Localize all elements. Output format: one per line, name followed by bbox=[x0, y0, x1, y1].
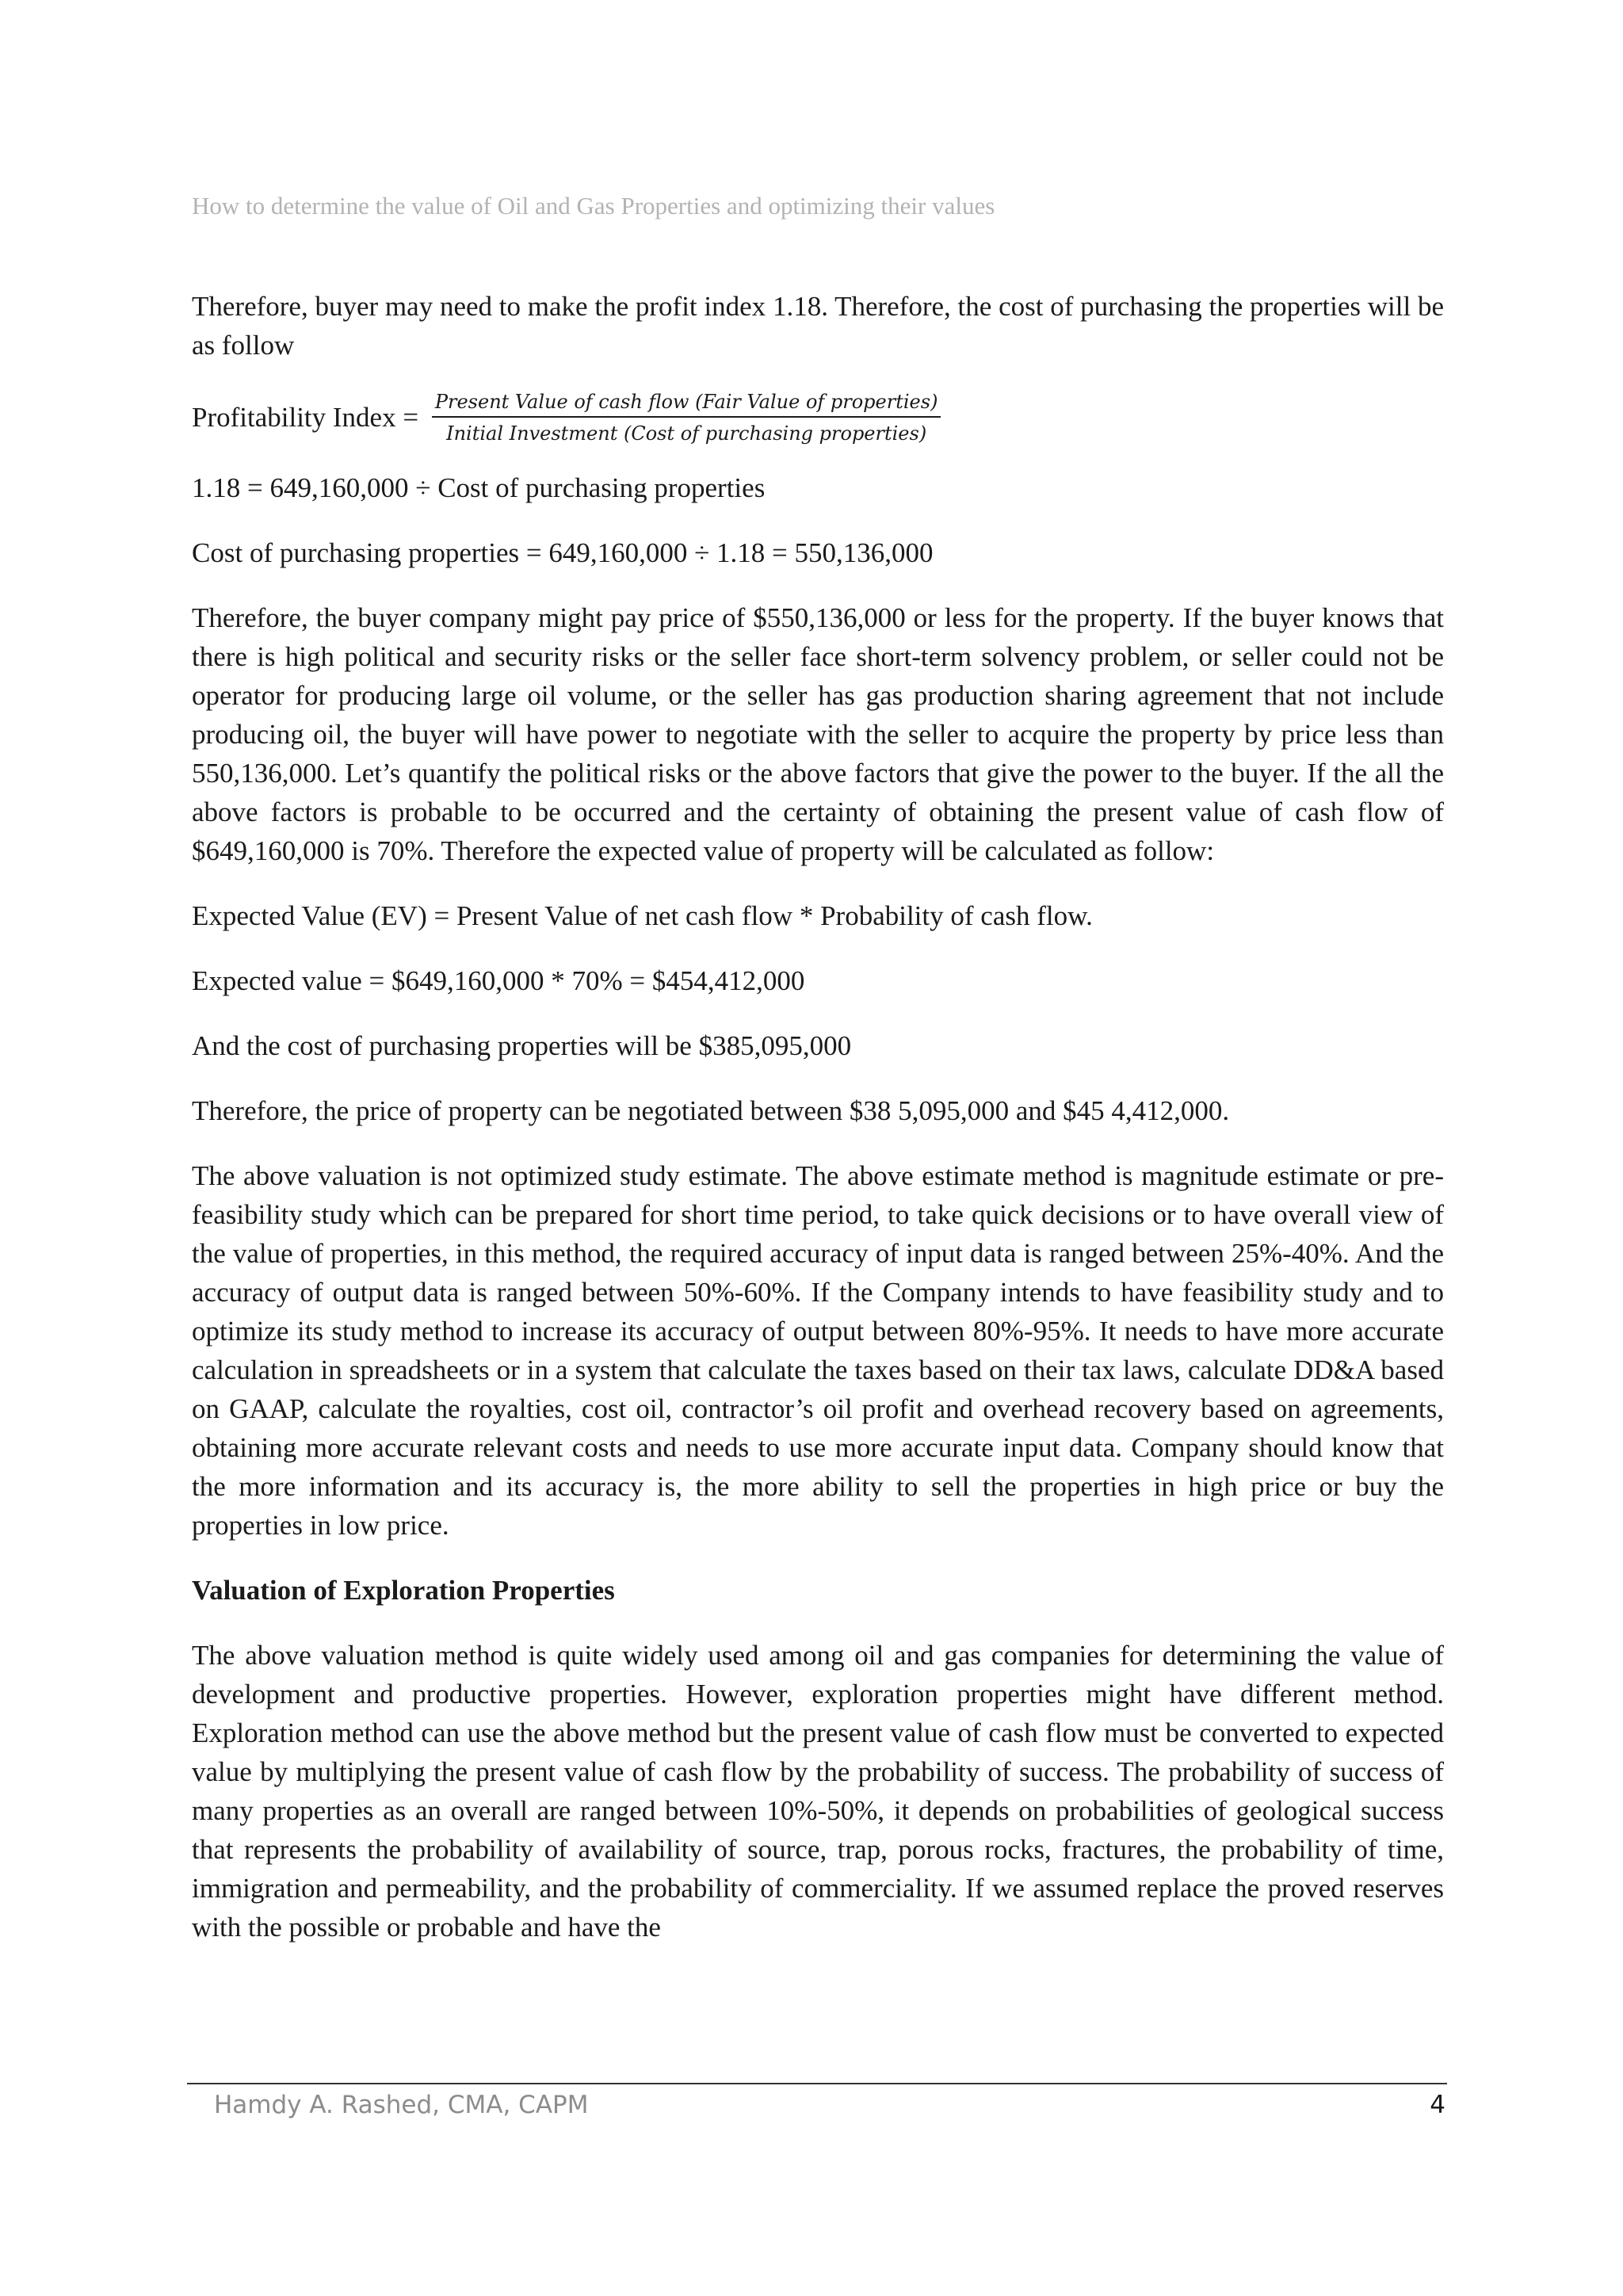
page-number: 4 bbox=[1430, 2091, 1445, 2119]
equation-cost-of-purchasing: Cost of purchasing properties = 649,160,000 ÷ 1.18 = 550,136,000 bbox=[192, 537, 934, 568]
paragraph-exploration-valuation: The above valuation method is quite widely used among oil and gas companies for determining the value of development and productive properties. However, exploration properties might have different method. Exploration method can use the above method but the present value of cash flow must be converted to expected value by multiplying the present value of cash flow by the probability of success. The probability of success of many properties as an overall are ranged between 10%-50%, it depends on probabilities of geological success that represents the probability of availability of source, trap, porous rocks, fractures, the probability of time, immigration and permeability, and the probability of commerciality. If we assumed replace the proved reserves with the possible or probable and have the bbox=[192, 1640, 1444, 1943]
formula-label: Profitability Index = bbox=[192, 402, 426, 433]
footer-author: Hamdy A. Rashed, CMA, CAPM bbox=[214, 2091, 589, 2119]
profitability-index-formula bbox=[192, 391, 1444, 445]
running-header: How to determine the value of Oil and Gas Properties and optimizing their values bbox=[192, 192, 995, 220]
equation-expected-value-definition: Expected Value (EV) = Present Value of net cash flow * Probability of cash flow. bbox=[192, 900, 1093, 931]
paragraph-buyer-negotiation: Therefore, the buyer company might pay price of $550,136,000 or less for the property. If the buyer knows that there is high political and security risks or the seller face short-term solvency problem, or seller could not be operator for producing large oil volume, or the seller has gas production sharing agreement that not include producing oil, the buyer will have power to negotiate with the seller to acquire the property by price less than 550,136,000. Let’s quantify the political risks or the above factors that give the power to the buyer. If the all the above factors is probable to be occurred and the certainty of obtaining the present value of cash flow of $649,160,000 is 70%. Therefore the expected value of property will be calculated as follow: bbox=[192, 602, 1444, 866]
formula-fraction bbox=[432, 391, 941, 445]
equation-profit-index: 1.18 = 649,160,000 ÷ Cost of purchasing properties bbox=[192, 472, 766, 503]
body-content bbox=[192, 287, 1444, 1973]
paragraph-profit-index: Therefore, buyer may need to make the profit index 1.18. Therefore, the cost of purchasing the properties will be as follow bbox=[192, 291, 1444, 361]
section-heading: Valuation of Exploration Properties bbox=[192, 1575, 615, 1606]
equation-expected-value: Expected value = $649,160,000 * 70% = $454,412,000 bbox=[192, 965, 805, 996]
statement-purchase-cost: And the cost of purchasing properties will be $385,095,000 bbox=[192, 1030, 852, 1061]
footer-divider bbox=[187, 2083, 1447, 2084]
formula-denominator: Initial Investment (Cost of purchasing properties) bbox=[446, 422, 927, 445]
paragraph-valuation-accuracy: The above valuation is not optimized study estimate. The above estimate method is magnitude estimate or pre-feasibility study which can be prepared for short time period, to take quick decisions or to have overall view of the value of properties, in this method, the required accuracy of input data is ranged between 25%-40%. And the accuracy of output data is ranged between 50%-60%. If the Company intends to have feasibility study and to optimize its study method to increase its accuracy of output between 80%-95%. It needs to have more accurate calculation in spreadsheets or in a system that calculate the taxes based on their tax laws, calculate DD&A based on GAAP, calculate the royalties, cost oil, contractor’s oil profit and overhead recovery based on agreements, obtaining more accurate relevant costs and needs to use more accurate input data. Company should know that the more information and its accuracy is, the more ability to sell the properties in high price or buy the properties in low price. bbox=[192, 1160, 1444, 1541]
formula-numerator: Present Value of cash flow (Fair Value of properties) bbox=[432, 391, 941, 418]
statement-price-range: Therefore, the price of property can be negotiated between $38 5,095,000 and $45 4,412,000. bbox=[192, 1095, 1230, 1126]
